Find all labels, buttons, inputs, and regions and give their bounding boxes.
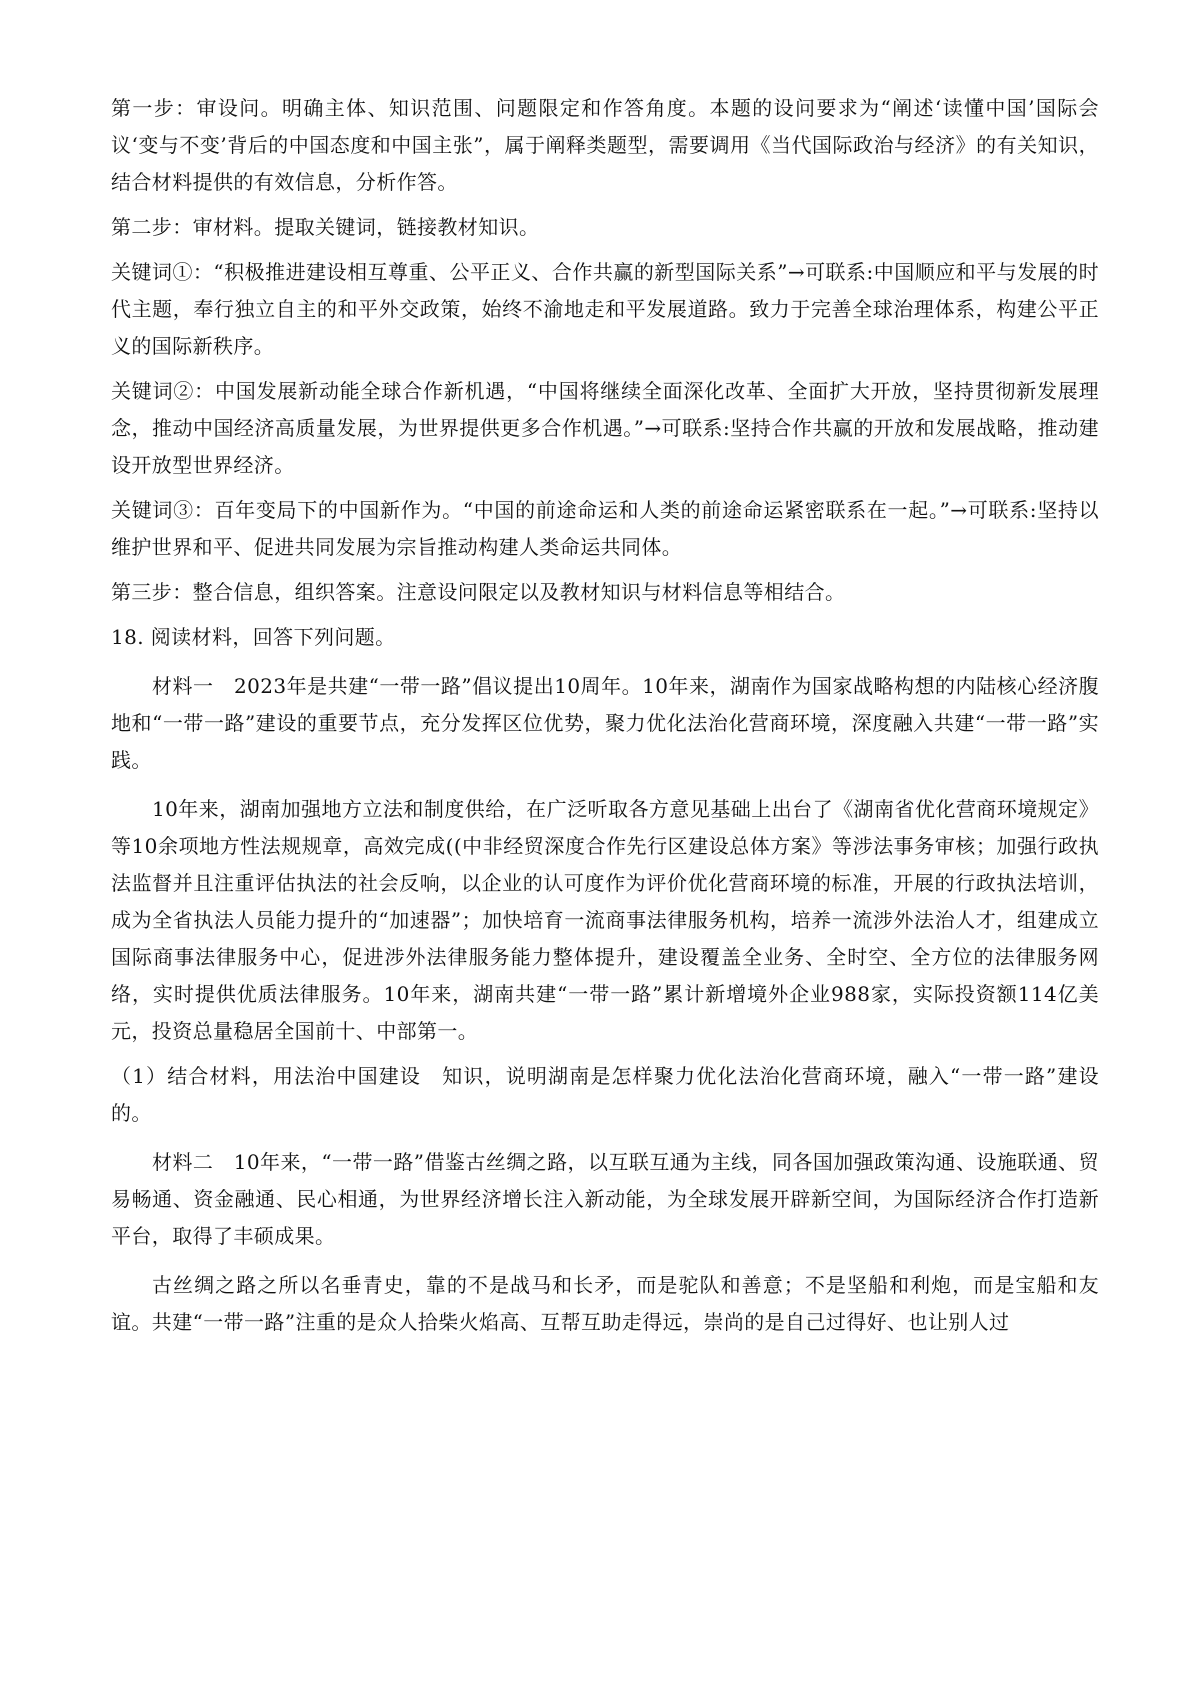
material2-paragraph2: 古丝绸之路之所以名垂青史，靠的不是战马和长矛，而是驼队和善意；不是坚船和利炮，而是宝船和友谊。共建“一带一路”注重的是众人拾柴火焰高、互帮互助走得远，崇尚的是自己过得好、也让别人过 bbox=[111, 1273, 1099, 1334]
step1-paragraph: 第一步：审设问。明确主体、知识范围、问题限定和作答角度。本题的设问要求为“阐述‘读懂中国’国际会议‘变与不变’背后的中国态度和中国主张”，属于阐释类题型，需要调用《当代国际政治与经济》的有关知识，结合材料提供的有效信息，分析作答。 bbox=[111, 96, 1099, 194]
question1-prompt: （1）结合材料，用法治中国建设 知识，说明湖南是怎样聚力优化法治化营商环境，融入“一带一路”建设的。 bbox=[111, 1064, 1099, 1125]
material1-paragraph1: 材料一 2023年是共建“一带一路”倡议提出10周年。10年来，湖南作为国家战略构想的内陆核心经济腹地和“一带一路”建设的重要节点，充分发挥区位优势，聚力优化法治化营商环境，深度融入共建“一带一路”实践。 bbox=[111, 674, 1099, 772]
keyword1-paragraph: 关键词①：“积极推进建设相互尊重、公平正义、合作共赢的新型国际关系”→可联系:中国顺应和平与发展的时代主题，奉行独立自主的和平外交政策，始终不渝地走和平发展道路。致力于完善全球治理体系，构建公平正义的国际新秩序。 bbox=[111, 260, 1099, 358]
step3-paragraph: 第三步：整合信息，组织答案。注意设问限定以及教材知识与材料信息等相结合。 bbox=[111, 580, 846, 604]
keyword3-paragraph: 关键词③：百年变局下的中国新作为。“中国的前途命运和人类的前途命运紧密联系在一起。”→可联系:坚持以维护世界和平、促进共同发展为宗旨推动构建人类命运共同体。 bbox=[111, 498, 1099, 559]
step2-paragraph: 第二步：审材料。提取关键词，链接教材知识。 bbox=[111, 215, 540, 239]
material1-paragraph2: 10年来，湖南加强地方立法和制度供给，在广泛听取各方意见基础上出台了《湖南省优化营商环境规定》等10余项地方性法规规章，高效完成((中非经贸深度合作先行区建设总体方案》等涉法事务审核；加强行政执法监督并且注重评估执法的社会反响，以企业的认可度作为评价优化营商环境的标准，开展的行政执法培训，成为全省执法人员能力提升的“加速器”；加快培育一流商事法律服务机构，培养一流涉外法治人才，组建成立国际商事法律服务中心，促进涉外法律服务能力整体提升，建设覆盖全业务、全时空、全方位的法律服务网络，实时提供优质法律服务。10年来，湖南共建“一带一路”累计新增境外企业988家，实际投资额114亿美元，投资总量稳居全国前十、中部第一。 bbox=[111, 797, 1099, 1043]
document-page bbox=[111, 90, 1099, 1341]
material2-paragraph1: 材料二 10年来，“一带一路”借鉴古丝绸之路，以互联互通为主线，同各国加强政策沟通、设施联通、贸易畅通、资金融通、民心相通，为世界经济增长注入新动能，为全球发展开辟新空间，为国际经济合作打造新平台，取得了丰硕成果。 bbox=[111, 1150, 1099, 1248]
question18-title: 18. 阅读材料，回答下列问题。 bbox=[111, 625, 396, 649]
keyword2-paragraph: 关键词②：中国发展新动能全球合作新机遇，“中国将继续全面深化改革、全面扩大开放，坚持贯彻新发展理念，推动中国经济高质量发展，为世界提供更多合作机遇。”→可联系:坚持合作共赢的开放和发展战略，推动建设开放型世界经济。 bbox=[111, 379, 1099, 477]
